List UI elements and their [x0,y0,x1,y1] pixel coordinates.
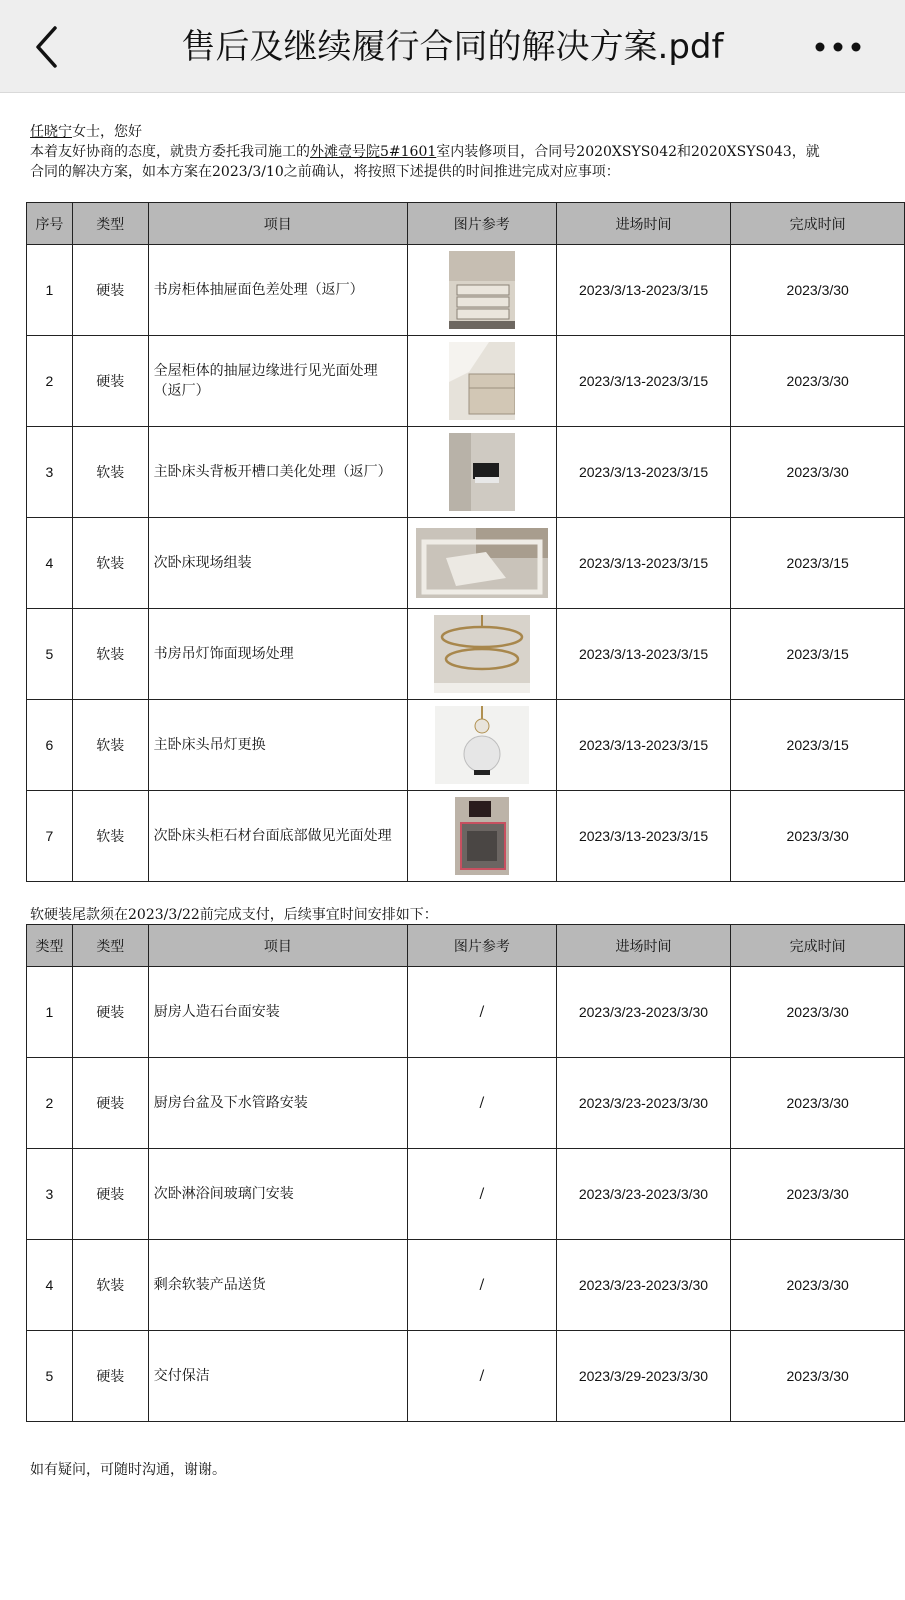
document-title: 售后及继续履行合同的解决方案.pdf [181,27,724,67]
intro-text-a: 本着友好协商的态度，就贵方委托我司施工的 [30,144,310,160]
row-start-time: 2023/3/23-2023/3/30 [556,967,731,1058]
greeting-line [30,122,905,142]
more-dots-icon [811,30,865,64]
row-image [407,518,556,609]
col-header-no: 类型 [27,925,73,967]
row-image [407,336,556,427]
col-header-start: 进场时间 [556,925,731,967]
row-image: / [408,967,557,1058]
table-row [27,609,905,700]
cabinet-drawer-edge-photo [449,342,515,420]
row-start-time: 2023/3/13-2023/3/15 [556,609,731,700]
row-type: 软装 [72,609,148,700]
schedule-table-1 [26,202,905,882]
back-button[interactable] [28,22,72,72]
row-item: 书房吊灯饰面现场处理 [148,609,407,700]
client-name: 任晓宁 [30,124,72,140]
row-number: 7 [27,791,73,882]
more-button[interactable] [811,30,865,64]
col-header-type: 类型 [72,203,148,245]
col-header-start: 进场时间 [556,203,731,245]
col-header-image: 图片参考 [408,925,557,967]
row-item: 交付保洁 [148,1331,407,1422]
study-cabinet-drawer-photo [449,251,515,329]
col-header-item: 项目 [148,203,407,245]
table-header-row [27,203,905,245]
row-end-time: 2023/3/30 [731,967,905,1058]
row-number: 3 [27,1149,73,1240]
row-type: 软装 [72,427,148,518]
row-end-time: 2023/3/30 [731,1240,905,1331]
row-number: 1 [27,245,73,336]
row-type: 硬装 [72,1331,148,1422]
row-start-time: 2023/3/13-2023/3/15 [556,245,731,336]
row-item: 主卧床头背板开槽口美化处理（返厂） [148,427,407,518]
row-start-time: 2023/3/13-2023/3/15 [556,518,731,609]
col-header-item: 项目 [148,925,407,967]
row-end-time: 2023/3/30 [731,791,905,882]
intro-paragraph [30,122,905,182]
row-start-time: 2023/3/13-2023/3/15 [556,791,731,882]
row-item: 全屋柜体的抽屉边缘进行见光面处理（返厂） [148,336,407,427]
row-end-time: 2023/3/30 [731,1149,905,1240]
table-row [27,245,905,336]
row-image [407,791,556,882]
row-number: 6 [27,700,73,791]
col-header-image: 图片参考 [407,203,556,245]
row-end-time: 2023/3/30 [731,427,905,518]
section-2-note: 软硬装尾款须在2023/3/22前完成支付，后续事宜时间安排如下： [30,907,438,923]
bed-frame-photo [416,528,548,598]
row-type: 硬装 [72,245,148,336]
row-item: 书房柜体抽屉面色差处理（返厂） [148,245,407,336]
row-type: 硬装 [72,967,148,1058]
row-number: 5 [27,1331,73,1422]
table-row [27,1058,905,1149]
table-row [27,967,905,1058]
table-header-row [27,925,905,967]
row-type: 硬装 [72,336,148,427]
row-image [407,700,556,791]
row-end-time: 2023/3/30 [731,1058,905,1149]
table-row [27,518,905,609]
row-item: 剩余软装产品送货 [148,1240,407,1331]
col-header-end: 完成时间 [731,203,905,245]
table-row [27,700,905,791]
row-number: 4 [27,1240,73,1331]
row-type: 软装 [72,518,148,609]
intro-line-3: 合同的解决方案，如本方案在2023/3/10之前确认，将按照下述提供的时间推进完成对应事项： [30,164,620,180]
row-image [407,609,556,700]
row-image: / [408,1240,557,1331]
col-header-end: 完成时间 [731,925,905,967]
row-type: 软装 [72,791,148,882]
row-number: 2 [27,1058,73,1149]
row-number: 3 [27,427,73,518]
chevron-left-icon [28,22,72,72]
table-row [27,336,905,427]
table-row [27,1240,905,1331]
closing-note: 如有疑问，可随时沟通，谢谢。 [30,1462,226,1478]
project-address: 外滩壹号院5#1601 [310,144,437,160]
table-row [27,427,905,518]
row-item: 次卧床头柜石材台面底部做见光面处理 [148,791,407,882]
row-start-time: 2023/3/23-2023/3/30 [556,1058,731,1149]
col-header-type: 类型 [72,925,148,967]
row-type: 软装 [72,700,148,791]
row-end-time: 2023/3/30 [731,336,905,427]
greeting-text: 女士，您好 [72,124,142,140]
intro-line-2 [30,142,905,162]
top-bar [0,0,905,93]
nightstand-stone-photo [455,797,509,875]
row-item: 次卧床现场组装 [148,518,407,609]
headboard-slot-photo [449,433,515,511]
row-start-time: 2023/3/13-2023/3/15 [556,427,731,518]
row-type: 硬装 [72,1149,148,1240]
table-row [27,1331,905,1422]
row-number: 4 [27,518,73,609]
row-type: 硬装 [72,1058,148,1149]
row-item: 厨房台盆及下水管路安装 [148,1058,407,1149]
ring-chandelier-photo [434,615,530,693]
row-type: 软装 [72,1240,148,1331]
schedule-table-2 [26,924,905,1422]
row-number: 5 [27,609,73,700]
pendant-lamp-photo [435,706,529,784]
pdf-page[interactable] [0,92,905,1600]
row-start-time: 2023/3/13-2023/3/15 [556,336,731,427]
row-end-time: 2023/3/30 [731,245,905,336]
row-image [407,427,556,518]
row-start-time: 2023/3/23-2023/3/30 [556,1240,731,1331]
table-row [27,791,905,882]
row-item: 厨房人造石台面安装 [148,967,407,1058]
col-header-no: 序号 [27,203,73,245]
row-end-time: 2023/3/15 [731,609,905,700]
row-start-time: 2023/3/23-2023/3/30 [556,1149,731,1240]
row-end-time: 2023/3/30 [731,1331,905,1422]
row-end-time: 2023/3/15 [731,700,905,791]
intro-text-b: 室内装修项目，合同号2020XSYS042和2020XSYS043，就 [436,144,820,160]
row-end-time: 2023/3/15 [731,518,905,609]
table-row [27,1149,905,1240]
row-number: 2 [27,336,73,427]
row-item: 主卧床头吊灯更换 [148,700,407,791]
row-item: 次卧淋浴间玻璃门安装 [148,1149,407,1240]
row-image: / [408,1331,557,1422]
row-image: / [408,1058,557,1149]
row-number: 1 [27,967,73,1058]
row-image: / [408,1149,557,1240]
row-image [407,245,556,336]
row-start-time: 2023/3/29-2023/3/30 [556,1331,731,1422]
row-start-time: 2023/3/13-2023/3/15 [556,700,731,791]
